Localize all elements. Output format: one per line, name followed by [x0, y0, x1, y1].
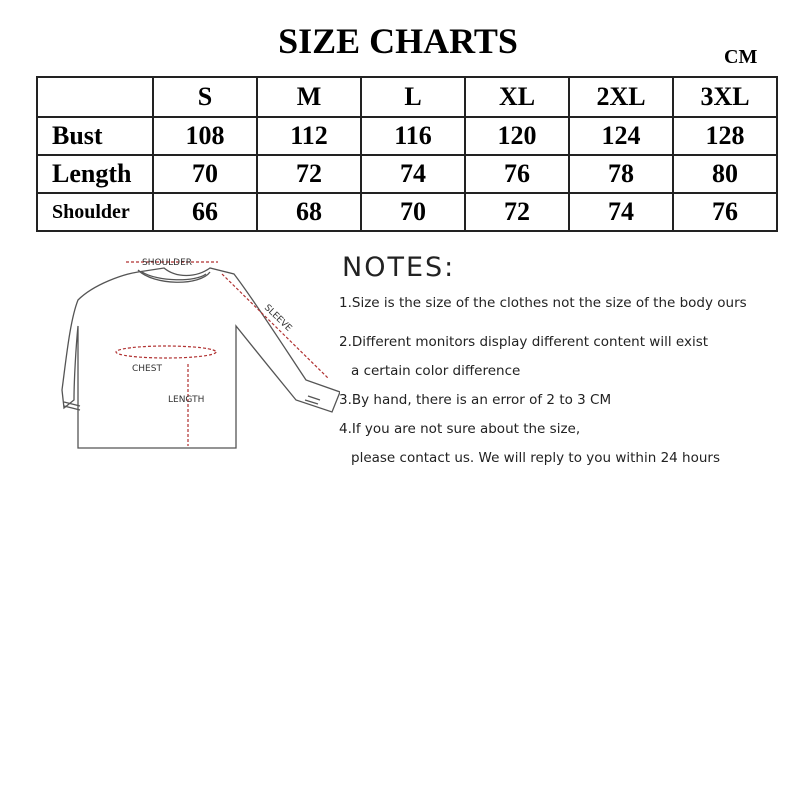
table-header-row — [37, 77, 777, 117]
table-row-shoulder — [37, 193, 777, 231]
length-label: LENGTH — [168, 395, 205, 405]
row-label-shoulder: Shoulder — [37, 193, 153, 231]
table-cell: 74 — [361, 155, 465, 193]
table-cell: 80 — [673, 155, 777, 193]
note-line: 2.Different monitors display different content will exist — [339, 334, 709, 350]
table-cell: 66 — [153, 193, 257, 231]
size-header: XL — [465, 77, 569, 117]
shirt-measurement-diagram — [50, 250, 340, 460]
size-header: 2XL — [569, 77, 673, 117]
row-label-length: Length — [37, 155, 153, 193]
table-cell: 128 — [673, 117, 777, 155]
notes-title: NOTES: — [342, 252, 456, 283]
table-row-bust — [37, 117, 777, 155]
table-cell: 124 — [569, 117, 673, 155]
size-header: S — [153, 77, 257, 117]
table-cell: 116 — [361, 117, 465, 155]
table-row-length — [37, 155, 777, 193]
note-line: please contact us. We will reply to you within 24 hours — [351, 450, 721, 466]
table-cell: 74 — [569, 193, 673, 231]
note-line: a certain color difference — [351, 363, 521, 379]
table-cell: 72 — [465, 193, 569, 231]
size-chart-table — [36, 76, 778, 232]
notes-section — [339, 252, 789, 473]
table-cell: 120 — [465, 117, 569, 155]
table-cell: 108 — [153, 117, 257, 155]
table-cell: 72 — [257, 155, 361, 193]
page-title: SIZE CHARTS — [278, 21, 518, 61]
table-cell: 76 — [673, 193, 777, 231]
table-cell: 70 — [361, 193, 465, 231]
size-header: M — [257, 77, 361, 117]
table-cell: 112 — [257, 117, 361, 155]
measurement-marks — [116, 262, 328, 446]
table-cell: 78 — [569, 155, 673, 193]
shoulder-label: SHOULDER — [142, 258, 193, 268]
table-cell: 76 — [465, 155, 569, 193]
size-header: L — [361, 77, 465, 117]
long-sleeve-shirt-outline — [62, 268, 340, 448]
table-corner-cell — [37, 77, 153, 117]
size-header: 3XL — [673, 77, 777, 117]
table-cell: 70 — [153, 155, 257, 193]
note-line: 1.Size is the size of the clothes not the size of the body ours — [339, 295, 747, 311]
unit-label: CM — [724, 46, 758, 68]
note-line: 3.By hand, there is an error of 2 to 3 CM — [339, 392, 612, 408]
chest-label: CHEST — [132, 364, 162, 374]
note-line: 4.If you are not sure about the size, — [339, 421, 581, 437]
sleeve-label: SLEEVE — [261, 302, 294, 334]
table-cell: 68 — [257, 193, 361, 231]
row-label-bust: Bust — [37, 117, 153, 155]
